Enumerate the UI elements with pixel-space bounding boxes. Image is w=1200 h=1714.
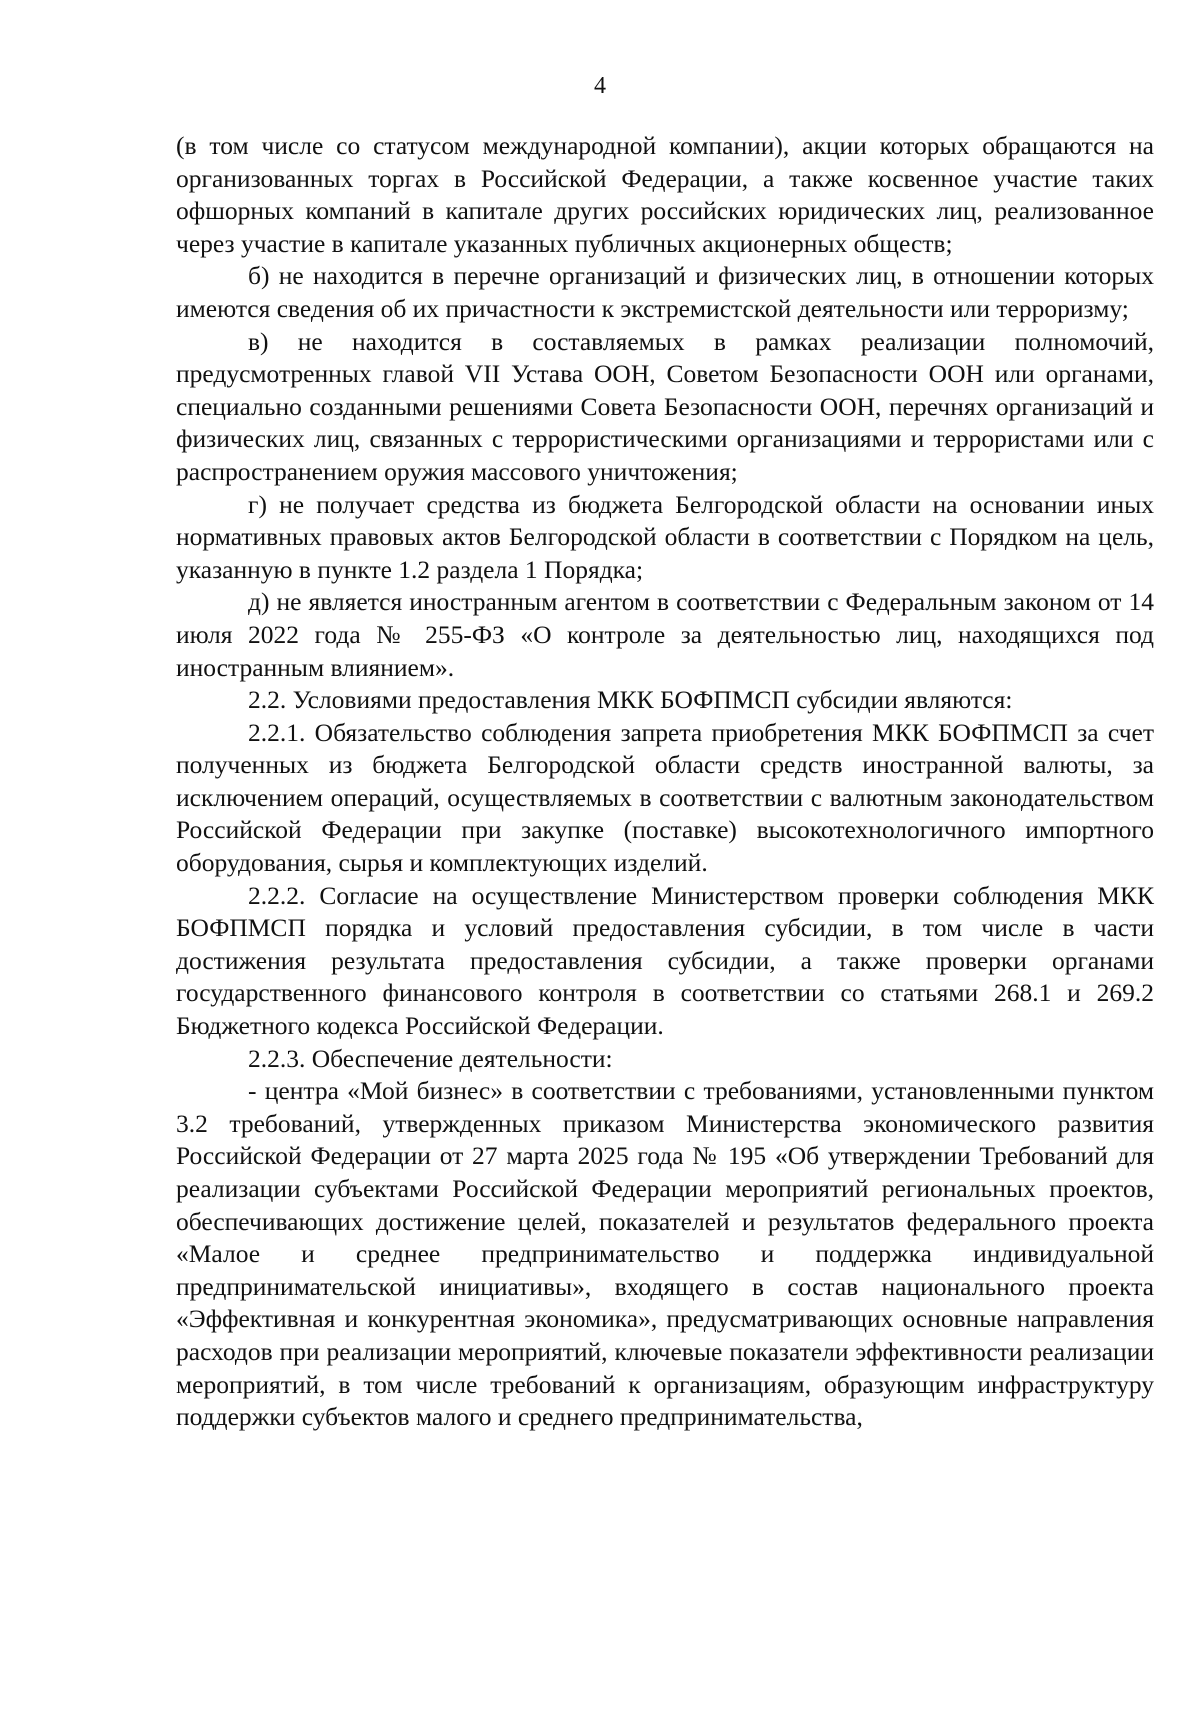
paragraph: - центра «Мой бизнес» в соответствии с требованиями, установленными пунктом 3.2 требований, утвержденных приказом Министерства экономического развития Российской Федерации от 27 марта 2025 года № 195 «Об утверждении Требований для реализации субъектами Российской Федерации мероприятий региональных проектов, обеспечивающих достижение целей, показателей и результатов федерального проекта «Малое и среднее предпринимательство и поддержка индивидуальной предпринимательской инициативы», входящего в состав национального проекта «Эффективная и конкурентная экономика», предусматривающих основные направления расходов при реализации мероприятий, ключевые показатели эффективности реализации мероприятий, в том числе требований к организациям, образующим инфраструктуру поддержки субъектов малого и среднего предпринимательства, (176, 1076, 1154, 1432)
paragraph: д) не является иностранным агентом в соответствии с Федеральным законом от 14 июля 2022 года № 255-ФЗ «О контроле за деятельностью лиц, находящихся под иностранным влиянием». (176, 587, 1154, 682)
paragraph: (в том числе со статусом международной компании), акции которых обращаются на организованных торгах в Российской Федерации, а также косвенное участие таких офшорных компаний в капитале других российских юридических лиц, реализованное через участие в капитале указанных публичных акционерных обществ; (176, 131, 1154, 258)
paragraph: 2.2.3. Обеспечение деятельности: (248, 1043, 613, 1073)
paragraph: 2.2. Условиями предоставления МКК БОФПМСП субсидии являются: (248, 685, 1013, 715)
paragraph: г) не получает средства из бюджета Белгородской области на основании иных нормативных правовых актов Белгородской области в соответствии с Порядком на цель, указанную в пункте 1.2 раздела 1 Порядка; (176, 489, 1154, 584)
document-body (176, 130, 1154, 1434)
paragraph: в) не находится в составляемых в рамках реализации полномочий, предусмотренных главой VII Устава ООН, Советом Безопасности ООН или органами, специально созданными решениями Совета Безопасности ООН, перечнях организаций и физических лиц, связанных с террористическими организациями и террористами или с распространением оружия массового уничтожения; (176, 326, 1154, 486)
paragraph: 2.2.2. Согласие на осуществление Министерством проверки соблюдения МКК БОФПМСП порядка и условий предоставления субсидии, в том числе в части достижения результата предоставления субсидии, а также проверки органами государственного финансового контроля в соответствии со статьями 268.1 и 269.2 Бюджетного кодекса Российской Федерации. (176, 880, 1154, 1041)
page-number: 4 (594, 73, 606, 99)
paragraph: 2.2.1. Обязательство соблюдения запрета приобретения МКК БОФПМСП за счет полученных из бюджета Белгородской области средств иностранной валюты, за исключением операций, осуществляемых в соответствии с валютным законодательством Российской Федерации при закупке (поставке) высокотехнологичного импортного оборудования, сырья и комплектующих изделий. (176, 717, 1154, 878)
paragraph: б) не находится в перечне организаций и физических лиц, в отношении которых имеются сведения об их причастности к экстремистской деятельности или терроризму; (176, 261, 1154, 323)
